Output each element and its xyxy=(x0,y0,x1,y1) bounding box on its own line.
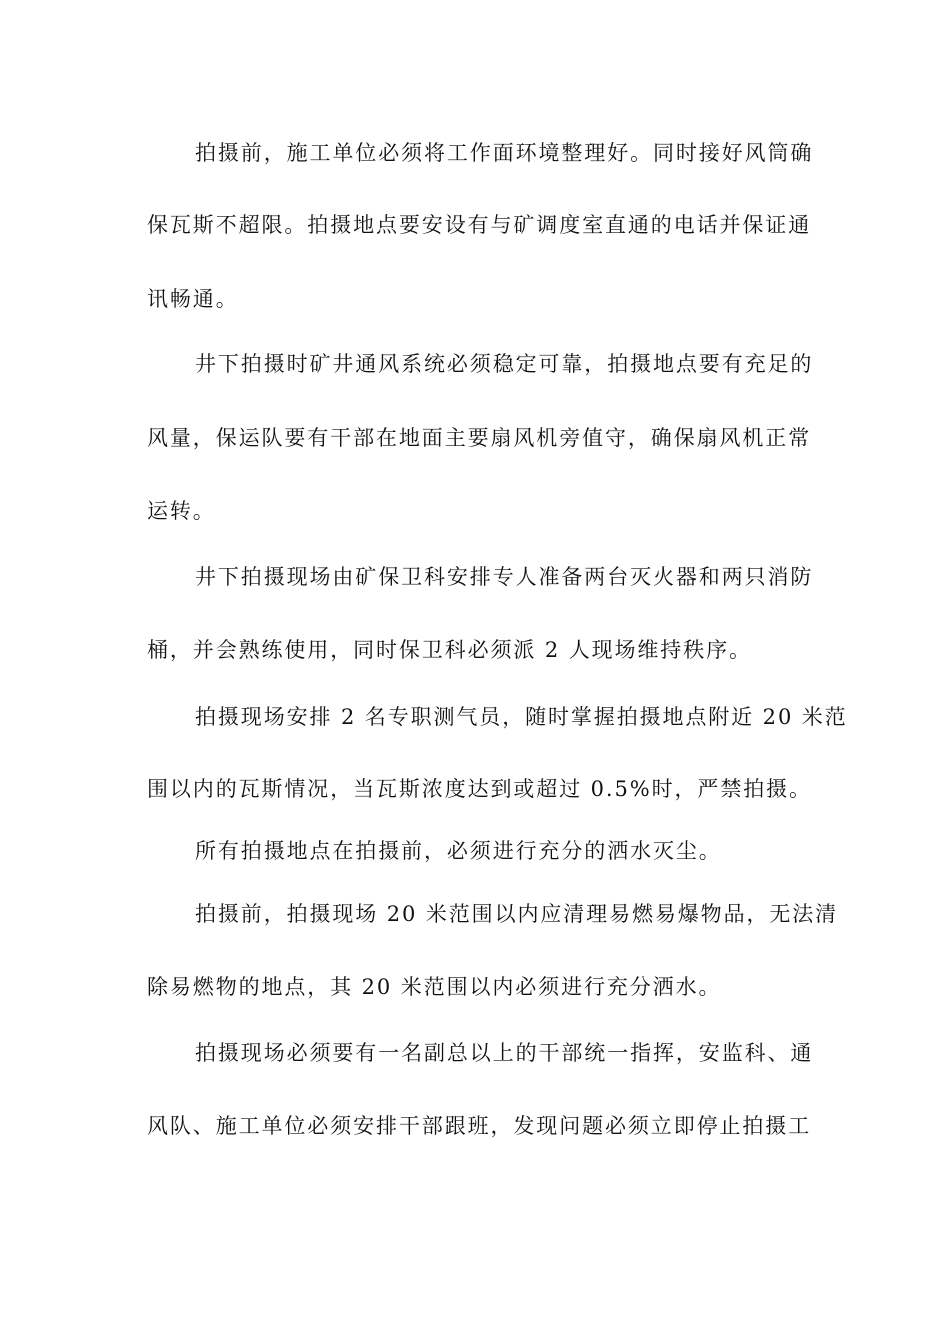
paragraph-4-line-2: 围以内的瓦斯情况，当瓦斯浓度达到或超过 0.5%时，严禁拍摄。 xyxy=(147,777,812,801)
paragraph-1-line-3: 讯畅通。 xyxy=(147,287,239,311)
paragraph-1-line-1: 拍摄前，施工单位必须将工作面环境整理好。同时接好风筒确 xyxy=(195,141,814,165)
paragraph-7-line-2: 风队、施工单位必须安排干部跟班，发现问题必须立即停止拍摄工 xyxy=(147,1114,812,1138)
paragraph-6-line-2: 除易燃物的地点，其 20 米范围以内必须进行充分洒水。 xyxy=(147,975,722,999)
paragraph-2-line-1: 井下拍摄时矿井通风系统必须稳定可靠，拍摄地点要有充足的 xyxy=(195,352,814,376)
paragraph-7-line-1: 拍摄现场必须要有一名副总以上的干部统一指挥，安监科、通 xyxy=(195,1041,814,1065)
paragraph-2-line-2: 风量，保运队要有干部在地面主要扇风机旁值守，确保扇风机正常 xyxy=(147,426,812,450)
paragraph-6-line-1: 拍摄前，拍摄现场 20 米范围以内应清理易燃易爆物品，无法清 xyxy=(195,902,839,926)
paragraph-2-line-3: 运转。 xyxy=(147,499,216,523)
paragraph-5-line-1: 所有拍摄地点在拍摄前，必须进行充分的洒水灭尘。 xyxy=(195,839,722,863)
paragraph-3-line-1: 井下拍摄现场由矿保卫科安排专人准备两台灭火器和两只消防 xyxy=(195,565,814,589)
paragraph-4-line-1: 拍摄现场安排 2 名专职测气员，随时掌握拍摄地点附近 20 米范 xyxy=(195,705,848,729)
paragraph-3-line-2: 桶，并会熟练使用，同时保卫科必须派 2 人现场维持秩序。 xyxy=(147,638,752,662)
paragraph-1-line-2: 保瓦斯不超限。拍摄地点要安设有与矿调度室直通的电话并保证通 xyxy=(147,213,812,237)
